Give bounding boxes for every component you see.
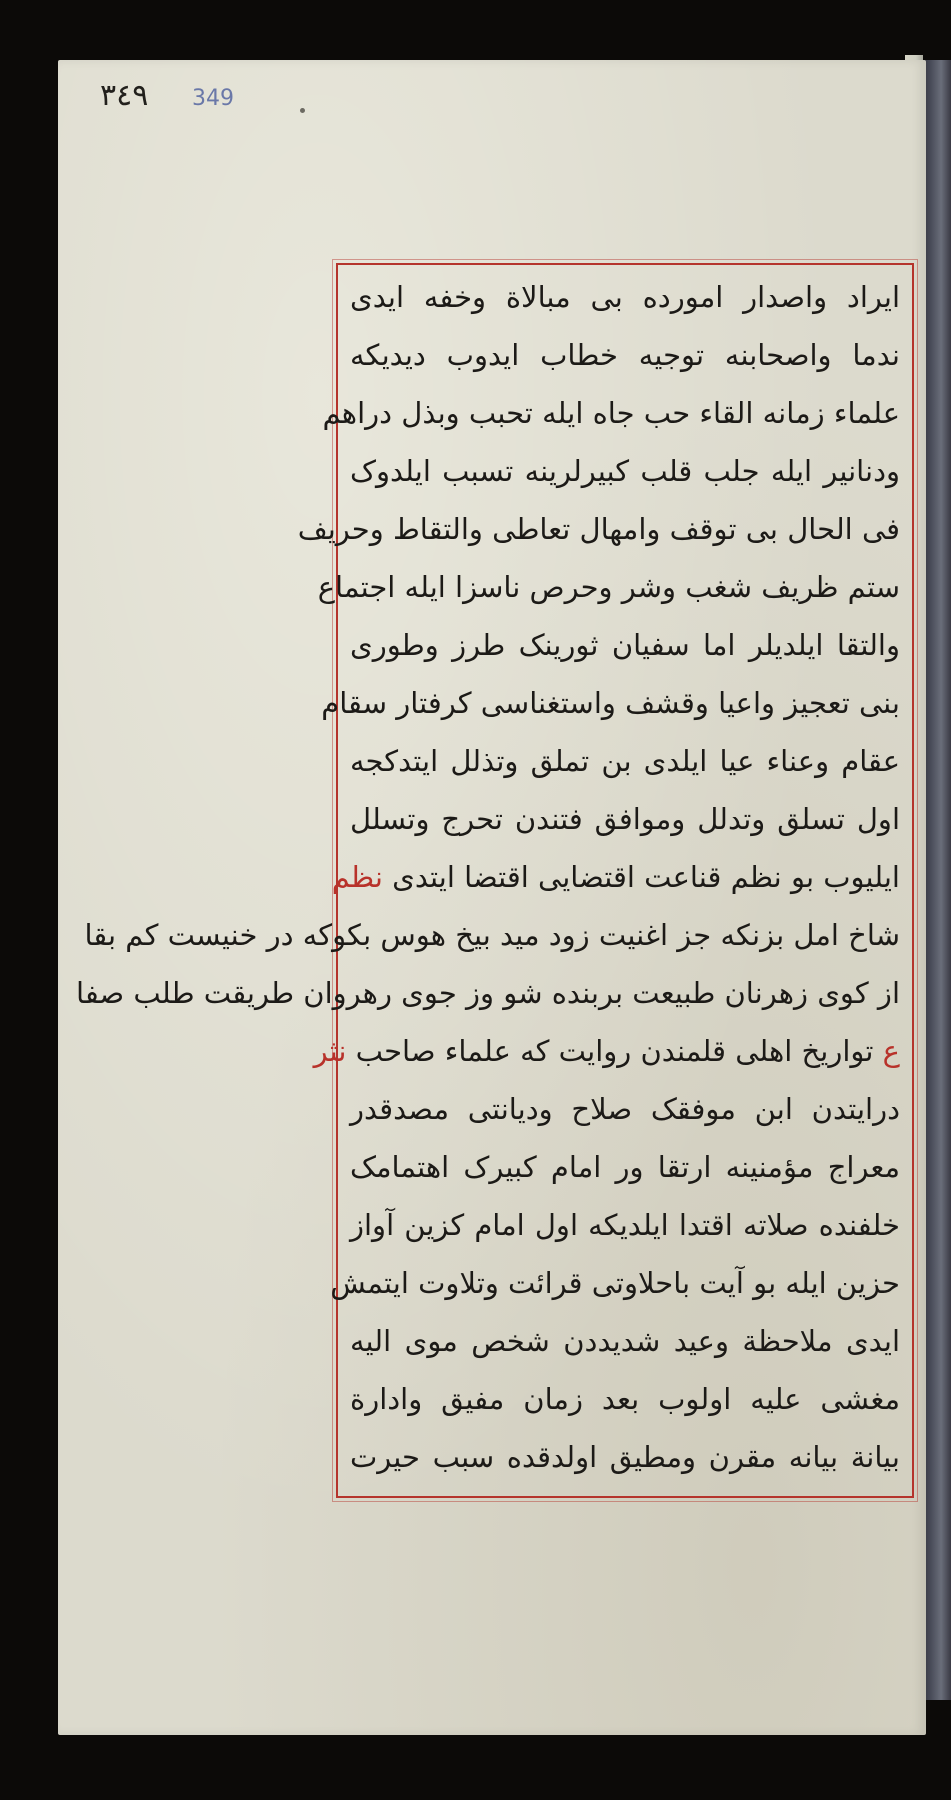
text-block-frame [76, 263, 914, 1498]
manuscript-line [350, 447, 900, 495]
rubric-word: ع [873, 1034, 900, 1068]
line-text: از کوی زهرنان طبیعت بربندە شو وز جوی رهروان طریقت طلب صفا [76, 976, 900, 1010]
manuscript-line [331, 853, 900, 901]
line-text: اول تسلق وتدلل وموافق فتندن تحرج وتسلل [350, 802, 900, 836]
manuscript-line [350, 331, 900, 379]
rubric-word: نظم [331, 860, 393, 894]
manuscript-line [350, 1143, 900, 1191]
manuscript-line [350, 1201, 900, 1249]
line-text: عقام وعناء عیا ایلدی بن تملق وتذلل ایتدکجە [350, 744, 900, 778]
manuscript-line [350, 795, 900, 843]
line-text: ندما واصحابنە توجیە خطاب ایدوب دیدیکە [350, 338, 900, 372]
manuscript-line [321, 679, 900, 727]
line-text: درایتدن ابن موفقک صلاح ودیانتی مصدقدر [350, 1092, 900, 1126]
manuscript-line [350, 621, 900, 669]
manuscript-line [84, 911, 900, 959]
manuscript-line [350, 1317, 900, 1365]
line-text: ودنانیر ایلە جلب قلب کبیرلرینە تسبب ایلدوک [350, 454, 900, 488]
manuscript-line [350, 273, 900, 321]
manuscript-line [322, 389, 900, 437]
folio-number-pencil: 349 [192, 86, 234, 111]
manuscript-line [350, 1433, 900, 1481]
manuscript-line [330, 1259, 900, 1307]
line-text: ایراد واصدار اموردە بی مبالاة وخفه ایدی [350, 280, 900, 314]
folio-number-ink: ٣٤٩ [100, 78, 149, 113]
rubric-word: نثر [313, 1034, 356, 1068]
line-text: بیانة بیانە مقرن ومطیق اولدقدە سبب حیرت [350, 1440, 900, 1474]
line-text: فی الحال بی توقف وامهال تعاطی والتقاط وحریف [297, 512, 900, 546]
line-text: مغشی علیە اولوب بعد زمان مفیق وادارة [350, 1382, 900, 1416]
manuscript-line [297, 505, 900, 553]
line-text: ستم ظریف شغب وشر وحرص ناسزا ایلە اجتماع [317, 570, 900, 604]
manuscript-line [350, 1375, 900, 1423]
manuscript-line [317, 563, 900, 611]
line-text: ایدی ملاحظة وعید شدیددن شخص موی الیە [350, 1324, 900, 1358]
manuscript-line [76, 969, 900, 1017]
line-text: ایلیوب بو نظم قناعت اقتضایی اقتضا ایتدی [392, 860, 900, 894]
line-text: تواریخ اهلی قلمندن روایت که علماء صاحب [355, 1034, 874, 1068]
line-text: بنی تعجیز واعیا وقشف واستغناسی کرفتار سقام [321, 686, 900, 720]
line-text: والتقا ایلدیلر اما سفیان ثورینک طرز وطوری [350, 628, 900, 662]
line-text: علماء زمانە القاء حب جاە ایلە تحبب وبذل دراهم [322, 396, 900, 430]
line-text: معراج مؤمنینە ارتقا ور امام کبیرک اهتمامک [350, 1150, 900, 1184]
ink-speck [300, 108, 305, 113]
manuscript-line [313, 1027, 900, 1075]
manuscript-line [350, 1085, 900, 1133]
line-text: شاخ امل بزنکە جز اغنیت زود مید بیخ هوس بکوکە در خنیست کم بقا [84, 918, 900, 952]
line-text: حزین ایلە بو آیت باحلاوتی قرائت وتلاوت ایتمش [330, 1266, 900, 1300]
manuscript-line [350, 737, 900, 785]
line-text: خلفندە صلاتە اقتدا ایلدیکە اول امام کزین آواز [350, 1208, 900, 1242]
